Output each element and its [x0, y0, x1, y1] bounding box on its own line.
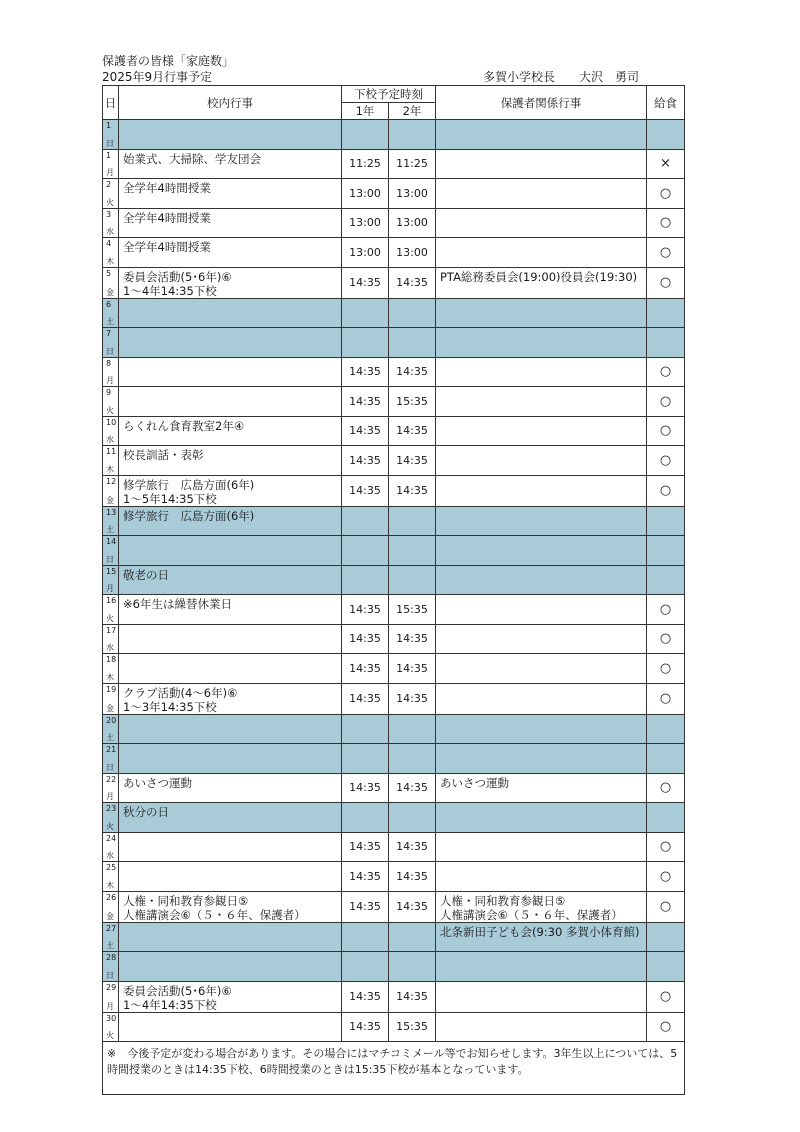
day-number: 12: [106, 476, 117, 486]
day-number: 10: [106, 417, 117, 427]
parent-event: [436, 536, 647, 566]
day-cell: [103, 208, 119, 238]
parent-event: [436, 506, 647, 536]
parent-event: [436, 714, 647, 744]
day-cell: [103, 328, 119, 358]
parent-event: [436, 238, 647, 268]
dismissal-grade2: 14:35: [389, 981, 436, 1012]
day-cell: [103, 120, 119, 150]
day-cell: [103, 744, 119, 774]
weekday: 日: [106, 138, 114, 148]
dismissal-grade2: 14:35: [389, 862, 436, 892]
lunch-mark: ○: [647, 179, 685, 209]
school-event: 委員会活動(5･6年)⑥ 1～4年14:35下校: [119, 267, 342, 298]
school-event: [119, 298, 342, 328]
lunch-mark: ○: [647, 357, 685, 387]
dismissal-grade2: [389, 536, 436, 566]
col-dismissal: 下校予定時刻: [342, 86, 436, 103]
day-number: 29: [106, 982, 117, 992]
day-cell: [103, 475, 119, 506]
school-event: [119, 120, 342, 150]
table-header: [103, 86, 685, 120]
lunch-mark: ○: [647, 981, 685, 1012]
lunch-mark: ○: [647, 832, 685, 862]
dismissal-grade2: 13:00: [389, 208, 436, 238]
parent-event: 人権・同和教育参観日⑤ 人権講演会⑥（５・６年、保護者）: [436, 891, 647, 922]
lunch-mark: [647, 714, 685, 744]
day-number: 15: [106, 566, 117, 576]
school-event: 修学旅行 広島方面(6年): [119, 506, 342, 536]
day-number: 17: [106, 625, 117, 635]
weekday: 水: [106, 435, 114, 444]
parent-event: [436, 387, 647, 417]
lunch-mark: [647, 328, 685, 358]
dismissal-grade2: [389, 922, 436, 952]
day-cell: [103, 298, 119, 328]
table-row: [103, 387, 685, 417]
dismissal-grade1: 14:35: [342, 416, 389, 446]
table-row: [103, 922, 685, 952]
day-cell: [103, 179, 119, 209]
parent-event: [436, 832, 647, 862]
lunch-mark: [647, 922, 685, 952]
col-parent-events: 保護者関係行事: [436, 86, 647, 120]
table-row: [103, 179, 685, 209]
day-cell: [103, 773, 119, 803]
lunch-mark: ○: [647, 238, 685, 268]
weekday: 金: [106, 495, 114, 505]
table-row: [103, 624, 685, 654]
table-row: [103, 744, 685, 774]
school-event: 全学年4時間授業: [119, 208, 342, 238]
dismissal-grade1: [342, 952, 389, 982]
parent-event: [436, 208, 647, 238]
weekday: 木: [106, 464, 114, 474]
weekday: 火: [106, 821, 114, 831]
school-event: [119, 1012, 342, 1042]
table-body: [103, 120, 685, 1042]
weekday: 土: [106, 733, 114, 742]
dismissal-grade1: [342, 744, 389, 774]
dismissal-grade1: [342, 506, 389, 536]
lunch-mark: ○: [647, 1012, 685, 1042]
parent-event: [436, 862, 647, 892]
weekday: 日: [106, 554, 114, 564]
school-event: 修学旅行 広島方面(6年) 1～5年14:35下校: [119, 475, 342, 506]
dismissal-grade2: [389, 120, 436, 150]
lunch-mark: ○: [647, 208, 685, 238]
weekday: 月: [106, 1001, 114, 1011]
school-event: [119, 624, 342, 654]
table-row: [103, 714, 685, 744]
table-row: [103, 149, 685, 179]
weekday: 土: [106, 525, 114, 534]
lunch-mark: [647, 120, 685, 150]
weekday: 日: [106, 346, 114, 356]
dismissal-grade1: 14:35: [342, 595, 389, 625]
day-number: 4: [106, 239, 112, 248]
dismissal-grade2: 15:35: [389, 595, 436, 625]
day-number: 27: [106, 923, 117, 933]
day-cell: [103, 803, 119, 833]
dismissal-grade1: 14:35: [342, 891, 389, 922]
table-row: [103, 595, 685, 625]
parent-event: [436, 446, 647, 476]
day-number: 25: [106, 863, 117, 872]
lunch-mark: ×: [647, 149, 685, 179]
dismissal-grade2: [389, 565, 436, 595]
parent-event: [436, 952, 647, 982]
dismissal-grade1: [342, 714, 389, 744]
document-title: 2025年9月行事予定: [102, 70, 213, 84]
school-event: [119, 832, 342, 862]
lunch-mark: [647, 536, 685, 566]
parent-event: [436, 328, 647, 358]
col-grade2: 2年: [389, 103, 436, 120]
school-event: [119, 744, 342, 774]
table-row: [103, 803, 685, 833]
day-number: 3: [106, 209, 112, 219]
dismissal-grade2: 14:35: [389, 891, 436, 922]
lunch-mark: [647, 952, 685, 982]
parent-event: [436, 357, 647, 387]
dismissal-grade1: 14:35: [342, 683, 389, 714]
school-event: 始業式、大掃除、学友団会: [119, 149, 342, 179]
dismissal-grade2: 14:35: [389, 416, 436, 446]
lunch-mark: ○: [647, 773, 685, 803]
day-number: 20: [106, 715, 117, 725]
weekday: 土: [106, 317, 114, 326]
weekday: 日: [106, 762, 114, 772]
lunch-mark: ○: [647, 654, 685, 684]
dismissal-grade1: 14:35: [342, 624, 389, 654]
school-event: [119, 328, 342, 358]
lunch-mark: ○: [647, 387, 685, 417]
lunch-mark: ○: [647, 475, 685, 506]
school-event: [119, 922, 342, 952]
lunch-mark: ○: [647, 267, 685, 298]
dismissal-grade2: [389, 328, 436, 358]
weekday: 水: [106, 851, 114, 860]
dismissal-grade1: [342, 803, 389, 833]
dismissal-grade1: [342, 298, 389, 328]
dismissal-grade2: 14:35: [389, 267, 436, 298]
weekday: 火: [106, 405, 114, 415]
dismissal-grade1: 14:35: [342, 475, 389, 506]
day-number: 1: [106, 121, 112, 130]
dismissal-grade1: 14:35: [342, 267, 389, 298]
dismissal-grade1: [342, 328, 389, 358]
dismissal-grade2: 14:35: [389, 683, 436, 714]
dismissal-grade2: 14:35: [389, 357, 436, 387]
day-cell: [103, 891, 119, 922]
parent-event: [436, 565, 647, 595]
parent-event: [436, 595, 647, 625]
dismissal-grade1: 14:35: [342, 773, 389, 803]
day-cell: [103, 416, 119, 446]
table-row: [103, 506, 685, 536]
school-event: [119, 536, 342, 566]
day-cell: [103, 357, 119, 387]
parent-event: [436, 654, 647, 684]
lunch-mark: ○: [647, 416, 685, 446]
day-number: 1: [106, 150, 112, 160]
weekday: 月: [106, 584, 114, 593]
dismissal-grade1: 13:00: [342, 208, 389, 238]
day-cell: [103, 595, 119, 625]
day-number: 13: [106, 507, 117, 517]
school-event: [119, 357, 342, 387]
table-row: [103, 536, 685, 566]
weekday: 月: [106, 792, 114, 801]
dismissal-grade1: [342, 922, 389, 952]
dismissal-grade2: 14:35: [389, 446, 436, 476]
day-number: 14: [106, 537, 117, 546]
dismissal-grade2: 14:35: [389, 624, 436, 654]
dismissal-grade2: 15:35: [389, 387, 436, 417]
day-cell: [103, 683, 119, 714]
day-number: 5: [106, 268, 112, 278]
school-event: [119, 654, 342, 684]
table-row: [103, 1012, 685, 1042]
weekday: 木: [106, 672, 114, 682]
weekday: 火: [106, 197, 114, 207]
day-number: 9: [106, 388, 112, 397]
parent-event: [436, 624, 647, 654]
weekday: 金: [106, 703, 114, 713]
weekday: 金: [106, 287, 114, 297]
table-row: [103, 446, 685, 476]
day-number: 30: [106, 1013, 117, 1023]
school-event: 委員会活動(5･6年)⑥ 1～4年14:35下校: [119, 981, 342, 1012]
day-number: 6: [106, 299, 112, 309]
dismissal-grade2: 13:00: [389, 238, 436, 268]
table-row: [103, 832, 685, 862]
parent-event: [436, 744, 647, 774]
school-event: [119, 714, 342, 744]
school-event: [119, 387, 342, 417]
col-day: 日: [103, 86, 119, 120]
table-row: [103, 654, 685, 684]
table-row: [103, 891, 685, 922]
dismissal-grade2: [389, 952, 436, 982]
parent-event: [436, 475, 647, 506]
school-event: 全学年4時間授業: [119, 179, 342, 209]
table-row: [103, 475, 685, 506]
weekday: 金: [106, 911, 114, 921]
lunch-mark: ○: [647, 624, 685, 654]
day-number: 16: [106, 596, 117, 605]
day-number: 7: [106, 329, 112, 338]
dismissal-grade2: [389, 714, 436, 744]
parent-event: [436, 416, 647, 446]
dismissal-grade1: 14:35: [342, 446, 389, 476]
dismissal-grade1: 14:35: [342, 654, 389, 684]
day-cell: [103, 952, 119, 982]
lunch-mark: [647, 565, 685, 595]
table-row: [103, 773, 685, 803]
table-row: [103, 565, 685, 595]
lunch-mark: [647, 506, 685, 536]
greeting-line: 保護者の皆様「家庭数」: [102, 54, 235, 68]
day-cell: [103, 238, 119, 268]
day-number: 19: [106, 684, 117, 694]
schedule-table: [102, 85, 685, 1095]
weekday: 火: [106, 1031, 114, 1040]
parent-event: [436, 149, 647, 179]
parent-event: [436, 803, 647, 833]
parent-event: [436, 981, 647, 1012]
dismissal-grade2: 14:35: [389, 475, 436, 506]
day-cell: [103, 1012, 119, 1042]
day-number: 8: [106, 358, 112, 368]
day-cell: [103, 267, 119, 298]
col-lunch: 給食: [647, 86, 685, 120]
dismissal-grade1: [342, 536, 389, 566]
lunch-mark: ○: [647, 862, 685, 892]
principal-name: 多賀小学校長 大沢 勇司: [483, 70, 640, 84]
parent-event: あいさつ運動: [436, 773, 647, 803]
weekday: 日: [106, 970, 114, 980]
day-cell: [103, 387, 119, 417]
day-cell: [103, 446, 119, 476]
lunch-mark: [647, 744, 685, 774]
dismissal-grade2: 15:35: [389, 1012, 436, 1042]
lunch-mark: ○: [647, 446, 685, 476]
school-event: クラブ活動(4～6年)⑥ 1～3年14:35下校: [119, 683, 342, 714]
lunch-mark: [647, 803, 685, 833]
dismissal-grade1: [342, 565, 389, 595]
day-cell: [103, 624, 119, 654]
day-number: 28: [106, 953, 117, 962]
lunch-mark: ○: [647, 891, 685, 922]
dismissal-grade1: 14:35: [342, 357, 389, 387]
dismissal-grade2: [389, 298, 436, 328]
table-row: [103, 862, 685, 892]
dismissal-grade1: 14:35: [342, 862, 389, 892]
day-cell: [103, 565, 119, 595]
weekday: 月: [106, 168, 114, 177]
day-number: 26: [106, 892, 117, 902]
lunch-mark: [647, 298, 685, 328]
dismissal-grade2: 11:25: [389, 149, 436, 179]
table-row: [103, 357, 685, 387]
col-school-events: 校内行事: [119, 86, 342, 120]
weekday: 火: [106, 613, 114, 623]
dismissal-grade1: 14:35: [342, 832, 389, 862]
dismissal-grade1: [342, 120, 389, 150]
day-cell: [103, 536, 119, 566]
dismissal-grade1: 11:25: [342, 149, 389, 179]
footer-note: ※ 今後予定が変わる場合があります。その場合にはマチコミメール等でお知らせします。3年生以上については、5時間授業のときは14:35下校、6時間授業のときは15:35下校が基本となっています。: [103, 1042, 685, 1095]
weekday: 木: [106, 880, 114, 890]
dismissal-grade1: 14:35: [342, 1012, 389, 1042]
day-number: 22: [106, 774, 117, 784]
table-row: [103, 328, 685, 358]
school-event: ※6年生は繰替休業日: [119, 595, 342, 625]
day-number: 18: [106, 655, 117, 664]
day-cell: [103, 832, 119, 862]
table-row: [103, 208, 685, 238]
school-event: あいさつ運動: [119, 773, 342, 803]
dismissal-grade2: [389, 506, 436, 536]
dismissal-grade2: 14:35: [389, 654, 436, 684]
day-cell: [103, 981, 119, 1012]
table-row: [103, 952, 685, 982]
parent-event: PTA総務委員会(19:00)役員会(19:30): [436, 267, 647, 298]
day-number: 21: [106, 745, 117, 754]
parent-event: [436, 298, 647, 328]
weekday: 木: [106, 256, 114, 266]
parent-event: 北条新田子ども会(9:30 多賀小体育館): [436, 922, 647, 952]
school-event: らくれん食育教室2年④: [119, 416, 342, 446]
lunch-mark: ○: [647, 595, 685, 625]
day-cell: [103, 149, 119, 179]
dismissal-grade2: 13:00: [389, 179, 436, 209]
school-event: 校長訓話・表彰: [119, 446, 342, 476]
day-number: 24: [106, 833, 117, 843]
table-row: [103, 981, 685, 1012]
parent-event: [436, 179, 647, 209]
day-cell: [103, 862, 119, 892]
dismissal-grade2: [389, 803, 436, 833]
weekday: 月: [106, 376, 114, 385]
school-event: [119, 862, 342, 892]
table-row: [103, 238, 685, 268]
school-event: 秋分の日: [119, 803, 342, 833]
table-row: [103, 416, 685, 446]
parent-event: [436, 1012, 647, 1042]
parent-event: [436, 683, 647, 714]
dismissal-grade1: 13:00: [342, 238, 389, 268]
school-event: [119, 952, 342, 982]
weekday: 土: [106, 941, 114, 950]
lunch-mark: ○: [647, 683, 685, 714]
dismissal-grade1: 14:35: [342, 387, 389, 417]
school-event: 人権・同和教育参観日⑤ 人権講演会⑥（５・６年、保護者）: [119, 891, 342, 922]
dismissal-grade1: 14:35: [342, 981, 389, 1012]
weekday: 水: [106, 227, 114, 236]
parent-event: [436, 120, 647, 150]
table-row: [103, 267, 685, 298]
day-cell: [103, 506, 119, 536]
dismissal-grade2: 14:35: [389, 832, 436, 862]
day-cell: [103, 654, 119, 684]
day-cell: [103, 922, 119, 952]
table-row: [103, 298, 685, 328]
dismissal-grade2: [389, 744, 436, 774]
day-number: 2: [106, 180, 112, 189]
table-row: [103, 120, 685, 150]
school-event: 全学年4時間授業: [119, 238, 342, 268]
table-row: [103, 683, 685, 714]
weekday: 水: [106, 643, 114, 652]
col-grade1: 1年: [342, 103, 389, 120]
day-number: 11: [106, 447, 117, 456]
school-event: 敬老の日: [119, 565, 342, 595]
dismissal-grade1: 13:00: [342, 179, 389, 209]
day-cell: [103, 714, 119, 744]
dismissal-grade2: 14:35: [389, 773, 436, 803]
day-number: 23: [106, 804, 117, 813]
